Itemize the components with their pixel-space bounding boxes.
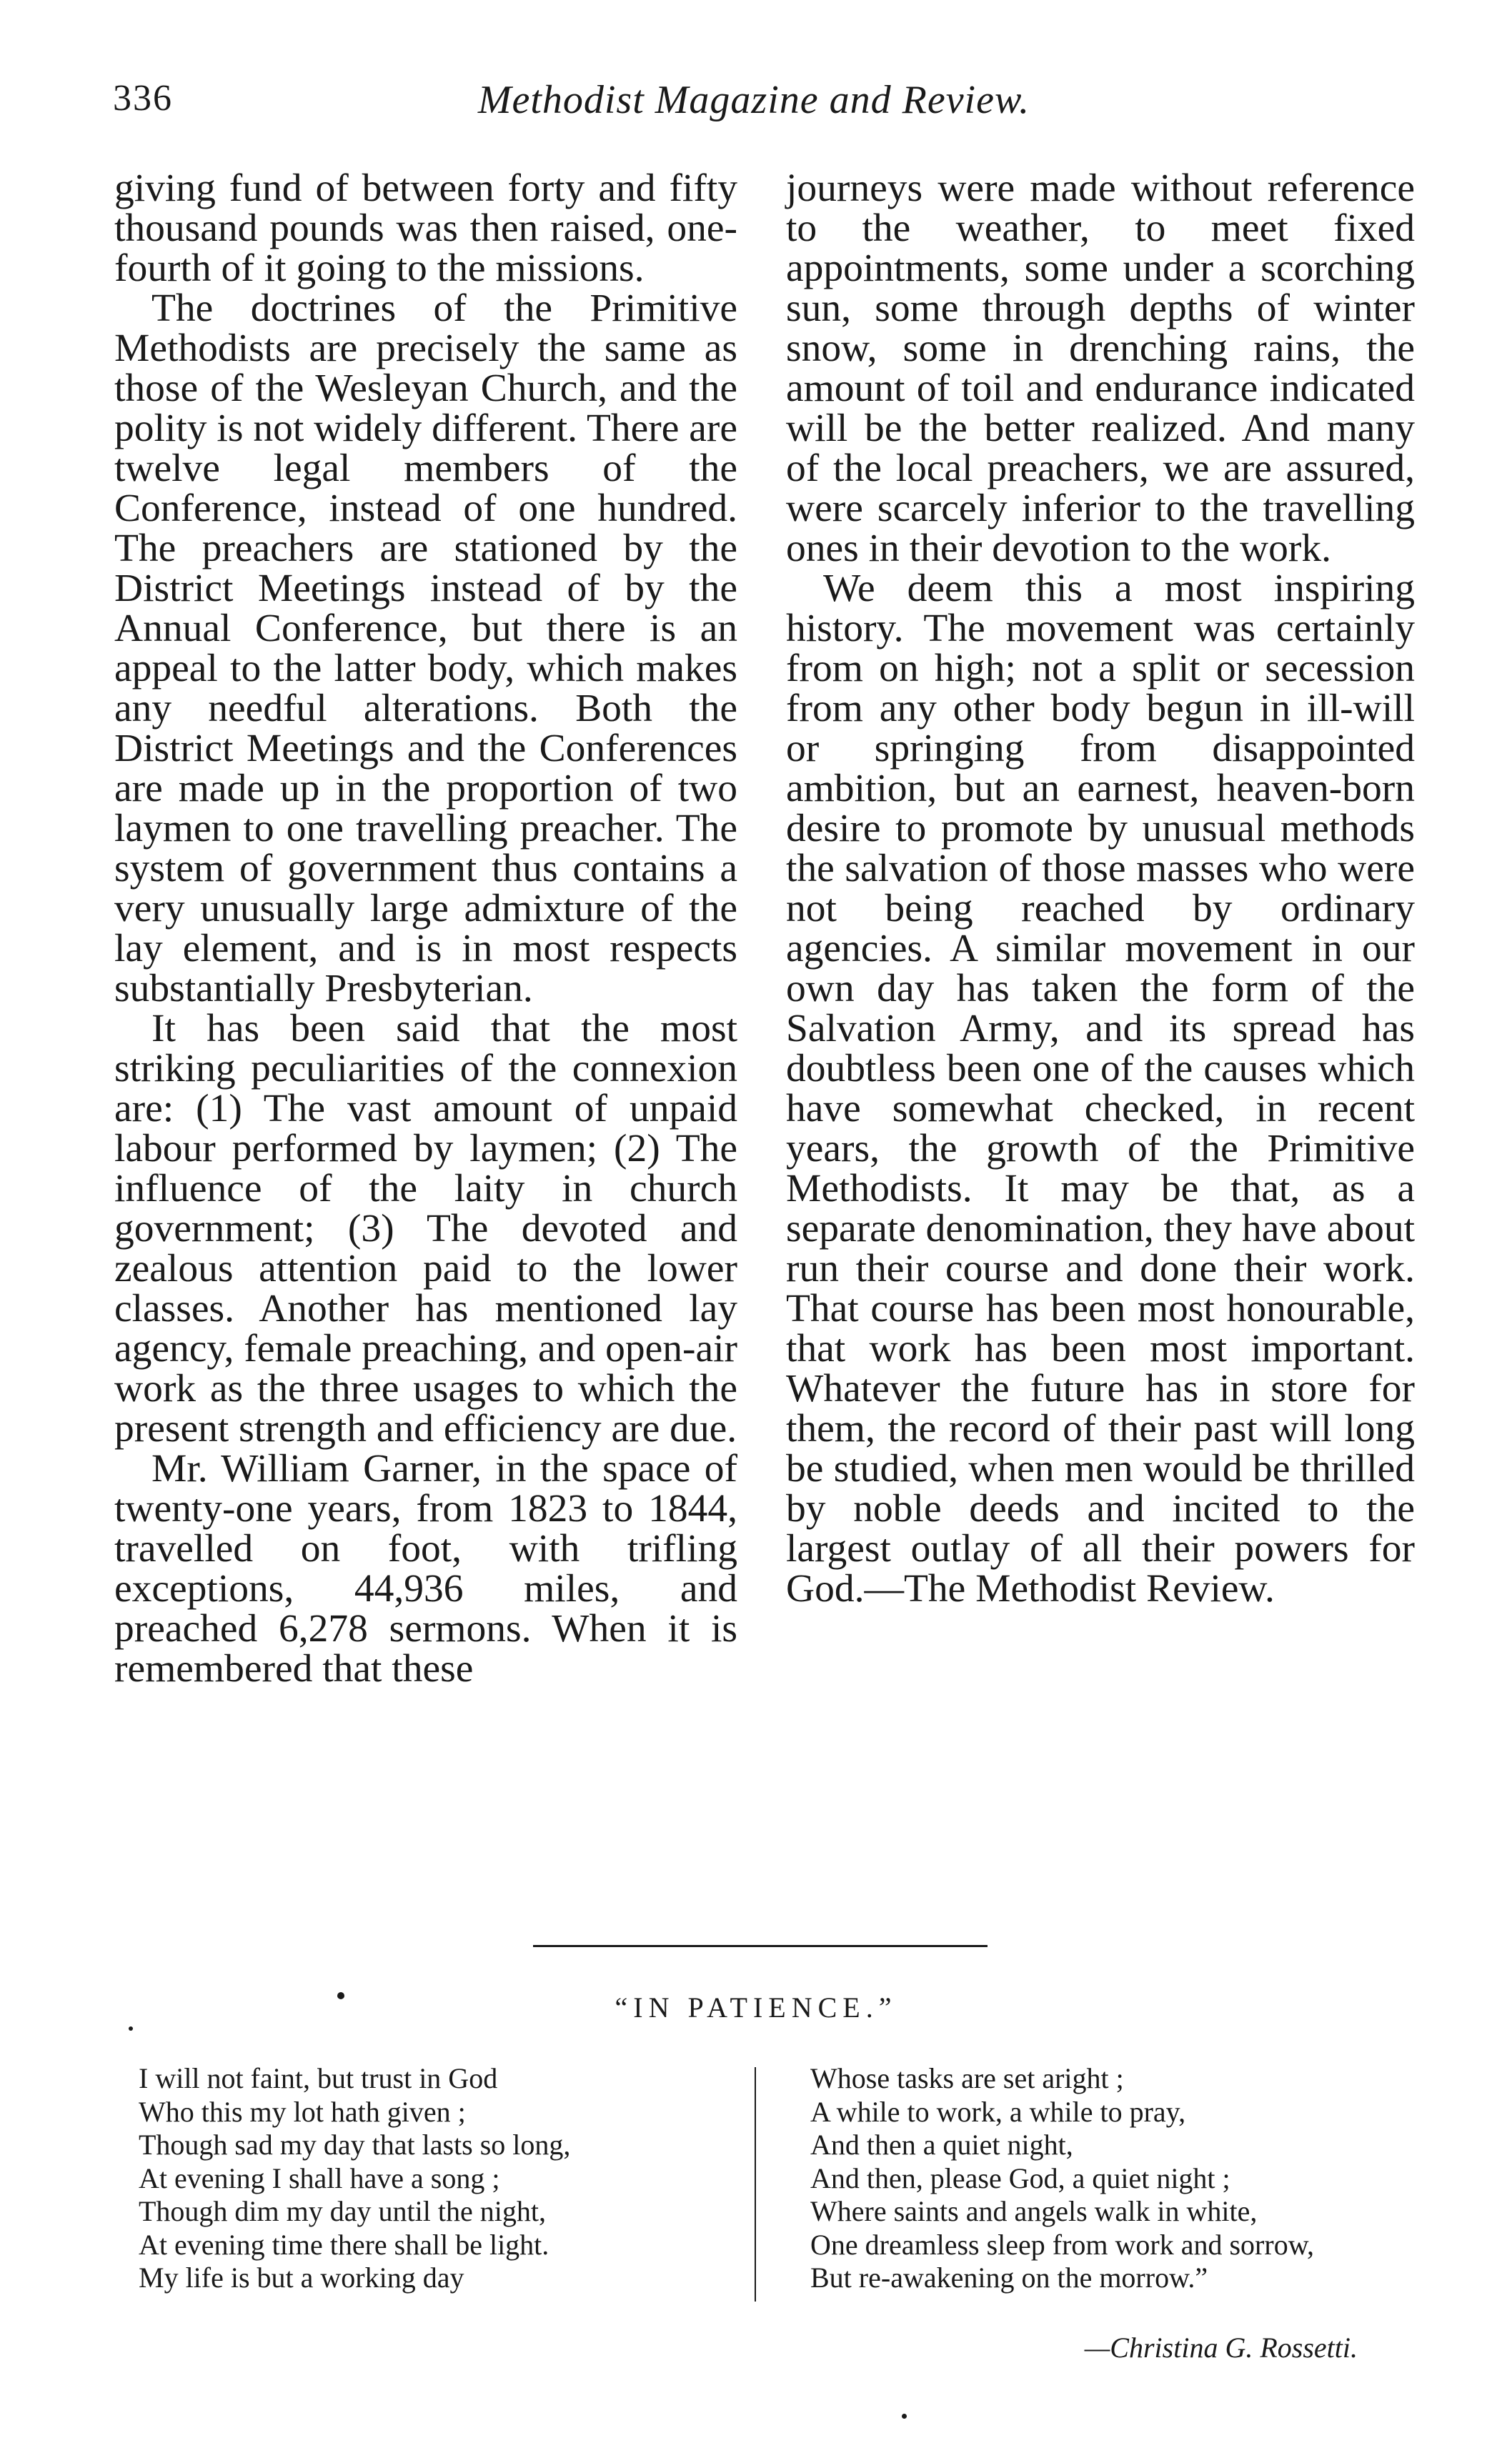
poem-line: Though sad my day that lasts so long, xyxy=(139,2129,571,2161)
poem-line: I will not faint, but trust in God xyxy=(139,2062,498,2094)
poem-title: “IN PATIENCE.” xyxy=(615,1991,897,2024)
poem-line: Where saints and angels walk in white, xyxy=(810,2195,1258,2227)
paragraph: It has been said that the most striking peculiarities of the connexion are: (1) The vast amount of unpaid labour performed by laymen; (2) The influence of the laity in church government; (3) The devoted and zealous attention paid to the lower classes. Another has mentioned lay agency, female preaching, and open-air work as the three usages to which the present strength and efficiency are due. xyxy=(114,1007,737,1451)
stanza-divider xyxy=(755,2067,756,2302)
poem-line: One dreamless sleep from work and sorrow, xyxy=(810,2228,1314,2261)
poem-line: My life is but a working day xyxy=(139,2262,464,2294)
poem-line: Though dim my day until the night, xyxy=(139,2195,546,2227)
section-divider-rule xyxy=(533,1945,988,1947)
poem-line: Whose tasks are set aright ; xyxy=(810,2062,1124,2094)
poem-line: A while to work, a while to pray, xyxy=(810,2095,1186,2128)
poem-line: At evening time there shall be light. xyxy=(139,2228,549,2261)
poem-line: Who this my lot hath given ; xyxy=(139,2095,466,2128)
poem-line: At evening I shall have a song ; xyxy=(139,2161,500,2194)
paragraph: journeys were made without reference to the weather, to meet fixed appointments, some under a scorching sun, some through depths of winter snow, some in drenching rains, the amount of toil and endurance indicated will be the better realized. And many of the local preachers, we are assured, were scarcely inferior to the travelling ones in their devotion to the work. xyxy=(786,166,1415,570)
poem-stanza-left xyxy=(139,2062,753,2295)
poem-attribution: —Christina G. Rossetti. xyxy=(1084,2332,1358,2364)
paragraph: giving fund of between forty and fifty thousand pounds was then raised, one-fourth of it going to the missions. xyxy=(114,166,737,290)
right-column xyxy=(786,166,1415,1611)
page-header xyxy=(107,77,1401,134)
poem-line: And then, please God, a quiet night ; xyxy=(810,2161,1230,2194)
page-number: 336 xyxy=(113,78,173,119)
paragraph: The doctrines of the Primitive Methodists are precisely the same as those of the Wesleyan Church, and the polity is not widely different. There are twelve legal members of the Conference, instead of one hundred. The preachers are stationed by the District Meetings instead of by the Annual Conference, but there is an appeal to the latter body, which makes any needful alterations. Both the District Meetings and the Conferences are made up in the proportion of two laymen to one travelling preacher. The system of government thus contains a very unusually large admixture of the lay element, and is in most respects substantially Presbyterian. xyxy=(114,287,737,1010)
ink-speck xyxy=(129,2026,133,2031)
left-column xyxy=(114,166,737,1691)
poem-line: And then a quiet night, xyxy=(810,2129,1073,2161)
poem-line: But re-awakening on the morrow.” xyxy=(810,2262,1208,2294)
poem-stanza-right xyxy=(810,2062,1425,2295)
paragraph: Mr. William Garner, in the space of twenty-one years, from 1823 to 1844, travelled on foot, with trifling exceptions, 44,936 miles, and preached 6,278 sermons. When it is remembered that these xyxy=(114,1447,737,1691)
paragraph: We deem this a most inspiring history. The movement was certainly from on high; not a split or secession from any other body begun in ill-will or springing from disappointed ambition, but an earnest, heaven-born desire to promote by unusual methods the salvation of those masses who were not being reached by ordinary agencies. A similar movement in our own day has taken the form of the Salvation Army, and its spread has doubtless been one of the causes which have somewhat checked, in recent years, the growth of the Primitive Methodists. It may be that, as a separate denomination, they have about run their course and done their work. That course has been most honourable, that work has been most important. Whatever the future has in store for them, the record of their past will long be studied, when men would be thrilled by noble deeds and incited to the largest outlay of all their powers for God.—The Methodist Review. xyxy=(786,567,1415,1611)
ink-speck xyxy=(902,2414,907,2419)
running-title: Methodist Magazine and Review. xyxy=(477,78,1030,122)
